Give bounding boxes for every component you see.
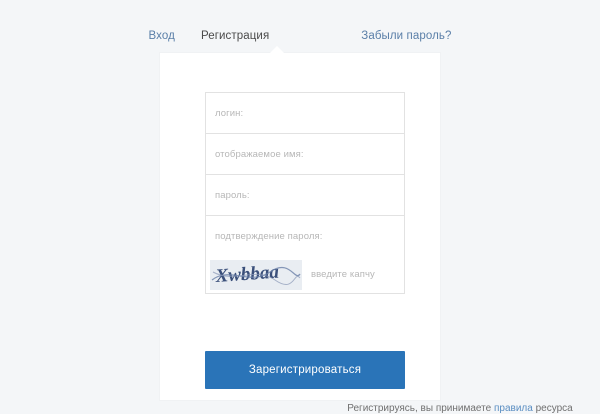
login-field[interactable] bbox=[205, 92, 405, 133]
captcha-image[interactable] bbox=[210, 260, 302, 290]
captcha-input-placeholder: введите капчу bbox=[311, 269, 375, 280]
nav-link-forgot-password[interactable]: Забыли пароль? bbox=[361, 30, 452, 42]
password-confirm-field[interactable] bbox=[205, 215, 405, 256]
password-field-placeholder: пароль: bbox=[215, 189, 250, 201]
login-field-placeholder: логин: bbox=[215, 107, 244, 119]
register-submit-button[interactable]: Зарегистрироваться bbox=[205, 351, 405, 389]
card-pointer-arrow bbox=[269, 46, 285, 54]
captcha-image-text: Xwbbaa bbox=[214, 261, 280, 287]
nav-link-login[interactable]: Вход bbox=[148, 30, 175, 42]
captcha-row bbox=[205, 256, 405, 294]
password-confirm-field-placeholder: подтверждение пароля: bbox=[215, 230, 323, 242]
terms-link[interactable]: правила bbox=[493, 403, 533, 414]
top-navigation bbox=[0, 30, 600, 42]
nav-link-register[interactable]: Регистрация bbox=[200, 30, 270, 42]
terms-prefix: Регистрируясь, вы принимаете bbox=[347, 403, 494, 414]
terms-suffix: ресурса bbox=[532, 403, 573, 414]
registration-form bbox=[205, 92, 405, 294]
captcha-input[interactable] bbox=[302, 269, 404, 280]
registration-card bbox=[160, 53, 573, 414]
terms-notice bbox=[160, 403, 600, 414]
display-name-field[interactable] bbox=[205, 133, 405, 174]
password-field[interactable] bbox=[205, 174, 405, 215]
display-name-field-placeholder: отображаемое имя: bbox=[215, 148, 304, 160]
